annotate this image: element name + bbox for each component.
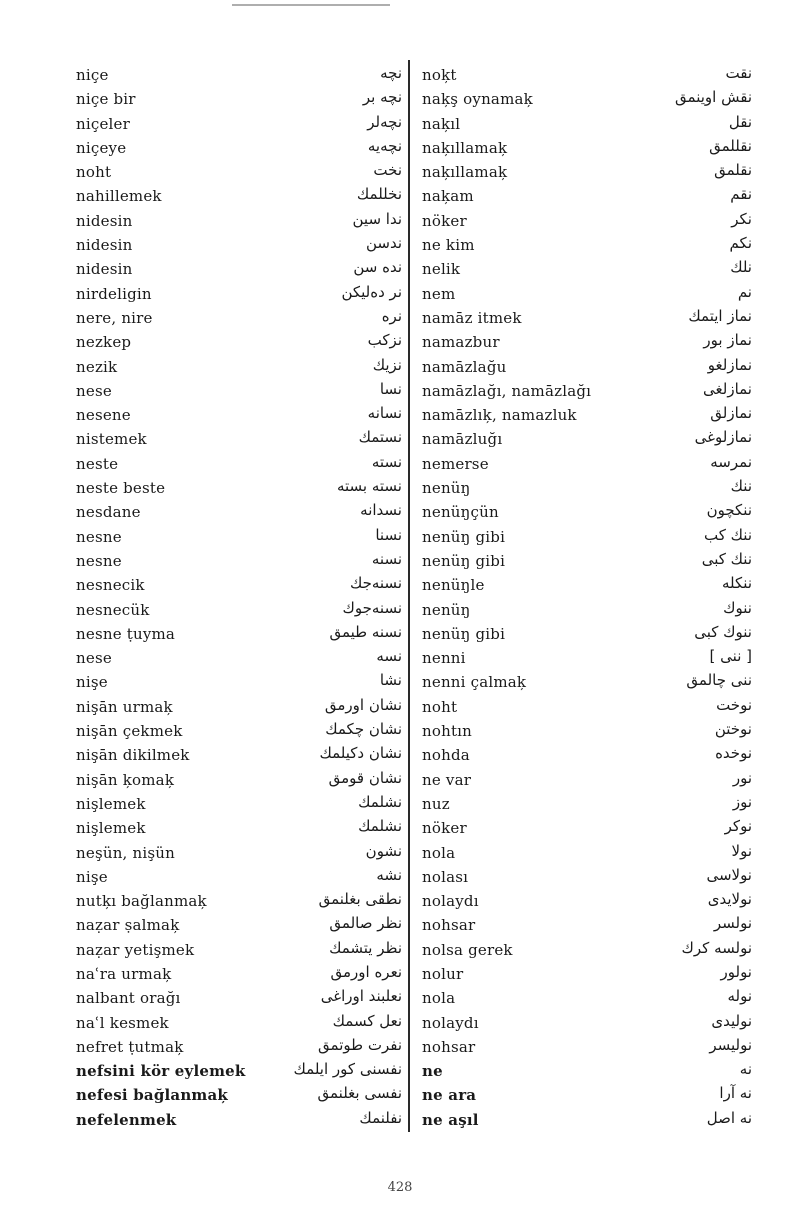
dictionary-entry xyxy=(422,550,752,574)
entry-transliteration: nenüŋ xyxy=(422,600,471,619)
entry-ottoman-script: نه xyxy=(739,1060,752,1079)
entry-transliteration: nuz xyxy=(422,794,450,813)
entry-transliteration: naẓar yetişmek xyxy=(76,940,195,959)
entry-transliteration: nesne xyxy=(76,527,122,546)
entry-transliteration: noht xyxy=(422,697,458,716)
dictionary-entry xyxy=(76,963,402,987)
entry-transliteration: niçeler xyxy=(76,114,130,133)
entry-ottoman-script: نمازلوغى xyxy=(694,428,752,447)
dictionary-entry xyxy=(422,1012,752,1036)
entry-transliteration: nidesin xyxy=(76,211,133,230)
entry-ottoman-script: نشلمك xyxy=(358,817,402,836)
dictionary-entry xyxy=(76,1060,402,1084)
entry-ottoman-script: نكم xyxy=(729,234,752,253)
entry-ottoman-script: نقش اوينمق xyxy=(675,88,752,107)
entry-ottoman-script: نسنا xyxy=(375,525,402,544)
entry-ottoman-script: نه اصل xyxy=(706,1108,752,1127)
dictionary-entry xyxy=(76,696,402,720)
dictionary-entry xyxy=(422,842,752,866)
dictionary-entry xyxy=(76,769,402,793)
entry-ottoman-script: نوله xyxy=(727,987,752,1006)
entry-transliteration: nişlemek xyxy=(76,794,146,813)
dictionary-entry xyxy=(422,113,752,137)
entry-ottoman-script: نفسى بغلنمق xyxy=(317,1084,402,1103)
entry-transliteration: nelik xyxy=(422,260,461,279)
entry-ottoman-script: ننكچون xyxy=(706,501,752,520)
dictionary-entry xyxy=(422,963,752,987)
entry-ottoman-script: ننك كبى xyxy=(701,549,752,568)
dictionary-entry xyxy=(76,720,402,744)
entry-ottoman-script: نزكب xyxy=(367,331,402,350)
dictionary-entry xyxy=(76,161,402,185)
entry-ottoman-script: نولور xyxy=(720,962,752,981)
dictionary-entry xyxy=(76,574,402,598)
entry-transliteration: naẓar ṣalmaķ xyxy=(76,916,180,935)
entry-ottoman-script: نچەیه xyxy=(367,136,402,155)
entry-transliteration: ne kim xyxy=(422,236,475,255)
dictionary-entry xyxy=(76,113,402,137)
dictionary-entry xyxy=(76,234,402,258)
dictionary-entry xyxy=(422,1109,752,1133)
entry-transliteration: naķam xyxy=(422,187,474,206)
dictionary-entry xyxy=(422,1060,752,1084)
entry-ottoman-script: نمازلغى xyxy=(703,379,752,398)
entry-transliteration: nişān urmaķ xyxy=(76,697,173,716)
entry-transliteration: nolası xyxy=(422,867,469,886)
entry-transliteration: nem xyxy=(422,284,456,303)
entry-ottoman-script: نمرسه xyxy=(710,452,752,471)
dictionary-entry xyxy=(76,550,402,574)
dictionary-entry xyxy=(76,1012,402,1036)
entry-transliteration: nefsini kör eylemek xyxy=(76,1062,246,1081)
entry-transliteration: nezkep xyxy=(76,333,132,352)
entry-transliteration: nenüŋ gibi xyxy=(422,551,506,570)
right-column xyxy=(422,64,752,1133)
dictionary-entry xyxy=(76,793,402,817)
dictionary-entry xyxy=(76,1109,402,1133)
entry-ottoman-script: نقم xyxy=(730,185,752,204)
entry-transliteration: nefret ṭutmaķ xyxy=(76,1037,184,1056)
entry-ottoman-script: نماز ايتمك xyxy=(688,306,752,325)
dictionary-entry xyxy=(76,331,402,355)
entry-ottoman-script: ندا سين xyxy=(352,209,402,228)
dictionary-entry xyxy=(76,623,402,647)
entry-transliteration: nişlemek xyxy=(76,819,146,838)
entry-transliteration: nenüŋle xyxy=(422,576,485,595)
entry-ottoman-script: نولاسى xyxy=(706,865,752,884)
entry-transliteration: neste xyxy=(76,454,119,473)
entry-transliteration: nutķı bağlanmaķ xyxy=(76,892,207,911)
entry-transliteration: ne xyxy=(422,1062,443,1081)
entry-ottoman-script: نقل xyxy=(728,112,752,131)
entry-ottoman-script: نلك xyxy=(730,258,752,277)
dictionary-entry xyxy=(76,258,402,282)
entry-transliteration: nenüŋ xyxy=(422,479,471,498)
entry-ottoman-script: نوز xyxy=(732,792,752,811)
entry-ottoman-script: نشلمك xyxy=(358,792,402,811)
dictionary-entry xyxy=(422,987,752,1011)
entry-ottoman-script: نده سن xyxy=(353,258,402,277)
entry-ottoman-script: نخت xyxy=(373,161,402,180)
dictionary-entry xyxy=(422,793,752,817)
entry-ottoman-script: نفلنمك xyxy=(359,1108,402,1127)
entry-ottoman-script: نوختن xyxy=(714,720,752,739)
entry-transliteration: nola xyxy=(422,989,456,1008)
entry-transliteration: nenüŋçün xyxy=(422,503,499,522)
dictionary-entry xyxy=(422,599,752,623)
entry-ottoman-script: نچه بر xyxy=(362,88,402,107)
entry-ottoman-script: نسته بسته xyxy=(336,477,402,496)
entry-transliteration: nese xyxy=(76,649,112,668)
top-rule xyxy=(232,4,390,6)
entry-ottoman-script: نشان قومق xyxy=(328,768,402,787)
entry-ottoman-script: نظر صالمق xyxy=(329,914,402,933)
entry-ottoman-script: نوخده xyxy=(715,744,752,763)
dictionary-entry xyxy=(76,453,402,477)
entry-ottoman-script: نظر يتشمك xyxy=(329,938,402,957)
entry-transliteration: nidesin xyxy=(76,260,133,279)
entry-ottoman-script: نستمك xyxy=(358,428,402,447)
dictionary-entry xyxy=(76,1084,402,1108)
dictionary-entry xyxy=(422,671,752,695)
dictionary-entry xyxy=(422,866,752,890)
entry-transliteration: nesnecik xyxy=(76,576,145,595)
dictionary-entry xyxy=(422,817,752,841)
dictionary-entry xyxy=(76,866,402,890)
dictionary-entry xyxy=(76,404,402,428)
dictionary-entry xyxy=(76,744,402,768)
dictionary-entry xyxy=(76,671,402,695)
entry-ottoman-script: نعلبند اوراغى xyxy=(320,987,402,1006)
dictionary-entry xyxy=(422,890,752,914)
entry-transliteration: neste beste xyxy=(76,479,166,498)
entry-transliteration: niçeye xyxy=(76,138,127,157)
entry-ottoman-script: ننك xyxy=(730,477,752,496)
dictionary-entry xyxy=(422,185,752,209)
dictionary-entry xyxy=(422,234,752,258)
entry-ottoman-script: نشون xyxy=(365,841,402,860)
entry-transliteration: nalbant orağı xyxy=(76,989,181,1008)
entry-ottoman-script: نمازلغو xyxy=(707,355,752,374)
dictionary-entry xyxy=(422,574,752,598)
entry-transliteration: nişe xyxy=(76,673,108,692)
entry-ottoman-script: نولسه كرك xyxy=(681,938,752,957)
dictionary-entry xyxy=(76,64,402,88)
entry-ottoman-script: نسا xyxy=(379,379,402,398)
dictionary-entry xyxy=(76,842,402,866)
entry-transliteration: nöker xyxy=(422,211,467,230)
entry-transliteration: ne aşıl xyxy=(422,1110,479,1129)
entry-transliteration: nesene xyxy=(76,406,131,425)
entry-transliteration: namazbur xyxy=(422,333,500,352)
entry-transliteration: noht xyxy=(76,163,112,182)
dictionary-entry xyxy=(76,890,402,914)
dictionary-entry xyxy=(422,258,752,282)
entry-transliteration: naķıllamaķ xyxy=(422,138,508,157)
entry-ottoman-script: ننى چالمق xyxy=(686,671,752,690)
entry-transliteration: nohtın xyxy=(422,722,473,741)
entry-transliteration: nolur xyxy=(422,964,464,983)
entry-ottoman-script: ننكله xyxy=(722,574,752,593)
dictionary-entry xyxy=(76,356,402,380)
dictionary-entry xyxy=(76,477,402,501)
dictionary-entry xyxy=(76,137,402,161)
entry-transliteration: nenni xyxy=(422,649,466,668)
entry-ottoman-script: نقت xyxy=(725,64,752,82)
entry-transliteration: nolsa gerek xyxy=(422,940,513,959)
dictionary-entry xyxy=(422,64,752,88)
entry-transliteration: nidesin xyxy=(76,236,133,255)
entry-ottoman-script: نماز بور xyxy=(703,331,752,350)
entry-ottoman-script: نطقى بغلنمق xyxy=(318,890,402,909)
entry-transliteration: nöker xyxy=(422,819,467,838)
entry-transliteration: niçe bir xyxy=(76,90,136,109)
entry-ottoman-script: نسانه xyxy=(367,404,402,423)
dictionary-entry xyxy=(76,599,402,623)
entry-ottoman-script: ننوك كبى xyxy=(694,622,752,641)
entry-ottoman-script: ننك كب xyxy=(704,525,752,544)
entry-ottoman-script: نقلمق xyxy=(714,161,752,180)
dictionary-entry xyxy=(76,185,402,209)
entry-ottoman-script: نشه xyxy=(376,865,402,884)
entry-ottoman-script: نسنه طيمق xyxy=(329,622,402,641)
entry-ottoman-script: نشان اورمق xyxy=(324,695,402,714)
dictionary-entry xyxy=(76,647,402,671)
entry-ottoman-script: نسه xyxy=(376,647,402,666)
dictionary-entry xyxy=(422,137,752,161)
entry-transliteration: niçe xyxy=(76,66,109,84)
dictionary-entry xyxy=(422,1036,752,1060)
dictionary-entry xyxy=(76,283,402,307)
dictionary-entry xyxy=(422,210,752,234)
entry-ottoman-script: نشان چكمك xyxy=(325,720,402,739)
dictionary-entry xyxy=(422,769,752,793)
entry-ottoman-script: نسدانه xyxy=(360,501,402,520)
entry-transliteration: naķıl xyxy=(422,114,461,133)
dictionary-entry xyxy=(422,501,752,525)
dictionary-entry xyxy=(422,623,752,647)
entry-transliteration: nola xyxy=(422,843,456,862)
page-number: 428 xyxy=(387,1180,413,1195)
entry-transliteration: nesne xyxy=(76,551,122,570)
entry-transliteration: naʿra urmaķ xyxy=(76,964,172,983)
entry-transliteration: naʿl kesmek xyxy=(76,1013,169,1032)
entry-transliteration: nesne ṭuyma xyxy=(76,624,176,643)
entry-ottoman-script: [ ننى ] xyxy=(709,647,752,666)
entry-transliteration: nişān dikilmek xyxy=(76,746,190,765)
entry-ottoman-script: نر دەليكن xyxy=(341,282,402,301)
entry-transliteration: nişān ķomaķ xyxy=(76,770,175,789)
dictionary-entry xyxy=(422,720,752,744)
entry-ottoman-script: نمازلق xyxy=(710,404,752,423)
entry-transliteration: nenüŋ gibi xyxy=(422,624,506,643)
entry-ottoman-script: نولايدى xyxy=(707,890,752,909)
entry-transliteration: nesnecük xyxy=(76,600,150,619)
dictionary-entry xyxy=(422,380,752,404)
entry-transliteration: nistemek xyxy=(76,430,147,449)
entry-transliteration: nirdeligin xyxy=(76,284,152,303)
entry-transliteration: nenüŋ gibi xyxy=(422,527,506,546)
entry-transliteration: nohsar xyxy=(422,916,476,935)
entry-ottoman-script: نوكر xyxy=(724,817,752,836)
entry-ottoman-script: نوليسر xyxy=(709,1035,752,1054)
entry-transliteration: ne var xyxy=(422,770,472,789)
dictionary-entry xyxy=(422,428,752,452)
dictionary-entry xyxy=(422,331,752,355)
entry-transliteration: nezik xyxy=(76,357,118,376)
entry-ottoman-script: نخللمك xyxy=(356,185,402,204)
dictionary-entry xyxy=(422,356,752,380)
dictionary-entry xyxy=(422,914,752,938)
dictionary-entry xyxy=(76,526,402,550)
dictionary-entry xyxy=(76,210,402,234)
dictionary-entry xyxy=(76,914,402,938)
entry-ottoman-script: نوليدى xyxy=(711,1011,752,1030)
entry-ottoman-script: نعره اورمق xyxy=(330,962,402,981)
dictionary-entry xyxy=(422,477,752,501)
entry-ottoman-script: نفسنى كور ايلمك xyxy=(293,1060,402,1079)
dictionary-entry xyxy=(422,744,752,768)
dictionary-entry xyxy=(422,404,752,428)
dictionary-entry xyxy=(422,283,752,307)
entry-transliteration: nahillemek xyxy=(76,187,162,206)
entry-transliteration: namāzlıķ, namazluk xyxy=(422,406,577,425)
entry-transliteration: nenni çalmaķ xyxy=(422,673,527,692)
entry-ottoman-script: نوخت xyxy=(716,695,752,714)
dictionary-entry xyxy=(76,939,402,963)
entry-ottoman-script: نسته xyxy=(371,452,402,471)
entry-transliteration: nese xyxy=(76,381,112,400)
entry-transliteration: nolaydı xyxy=(422,1013,479,1032)
entry-ottoman-script: نقللمق xyxy=(709,136,752,155)
column-divider xyxy=(408,60,410,1132)
dictionary-entry xyxy=(422,453,752,477)
dictionary-entry xyxy=(76,380,402,404)
dictionary-entry xyxy=(422,1084,752,1108)
entry-transliteration: nemerse xyxy=(422,454,489,473)
entry-transliteration: nere, nire xyxy=(76,308,153,327)
dictionary-entry xyxy=(76,1036,402,1060)
dictionary-entry xyxy=(76,501,402,525)
entry-ottoman-script: نشان دكيلمك xyxy=(319,744,402,763)
dictionary-entry xyxy=(76,307,402,331)
entry-ottoman-script: نره xyxy=(381,306,402,325)
entry-transliteration: ne ara xyxy=(422,1086,477,1105)
entry-ottoman-script: نه آرا xyxy=(719,1084,752,1103)
dictionary-entry xyxy=(76,817,402,841)
entry-ottoman-script: نعل كسمك xyxy=(332,1011,402,1030)
entry-transliteration: nohsar xyxy=(422,1037,476,1056)
entry-ottoman-script: نكر xyxy=(731,209,752,228)
entry-ottoman-script: نسنەجك xyxy=(349,574,402,593)
entry-transliteration: noķt xyxy=(422,66,457,84)
dictionary-entry xyxy=(422,696,752,720)
left-column xyxy=(76,64,402,1133)
entry-ottoman-script: نسنەجوك xyxy=(342,598,402,617)
entry-ottoman-script: نچەلر xyxy=(367,112,402,131)
entry-ottoman-script: نولا xyxy=(731,841,752,860)
entry-ottoman-script: نسنه xyxy=(371,549,402,568)
entry-transliteration: namāzluğı xyxy=(422,430,503,449)
entry-transliteration: nişe xyxy=(76,867,108,886)
entry-transliteration: namāzlağu xyxy=(422,357,507,376)
dictionary-entry xyxy=(422,647,752,671)
entry-ottoman-script: نور xyxy=(732,768,752,787)
dictionary-entry xyxy=(76,987,402,1011)
entry-ottoman-script: نزيك xyxy=(372,355,402,374)
dictionary-entry xyxy=(422,939,752,963)
dictionary-entry xyxy=(422,307,752,331)
entry-ottoman-script: نم xyxy=(737,282,752,301)
dictionary-entry xyxy=(422,526,752,550)
entry-ottoman-script: نشا xyxy=(379,671,402,690)
entry-transliteration: naķıllamaķ xyxy=(422,163,508,182)
entry-ottoman-script: ندسن xyxy=(365,234,402,253)
entry-transliteration: neşün, nişün xyxy=(76,843,175,862)
entry-transliteration: nişān çekmek xyxy=(76,722,183,741)
entry-transliteration: nolaydı xyxy=(422,892,479,911)
entry-ottoman-script: نچه xyxy=(380,64,402,82)
dictionary-entry xyxy=(422,161,752,185)
entry-transliteration: nesdane xyxy=(76,503,141,522)
entry-transliteration: nefelenmek xyxy=(76,1110,177,1129)
dictionary-entry xyxy=(422,88,752,112)
dictionary-entry xyxy=(76,428,402,452)
entry-transliteration: nohda xyxy=(422,746,470,765)
dictionary-entry xyxy=(76,88,402,112)
entry-transliteration: namāz itmek xyxy=(422,308,522,327)
entry-transliteration: namāzlağı, namāzlağı xyxy=(422,381,592,400)
entry-transliteration: naķş oynamaķ xyxy=(422,90,533,109)
entry-ottoman-script: ننوك xyxy=(723,598,752,617)
entry-ottoman-script: نولسر xyxy=(713,914,752,933)
entry-transliteration: nefesi bağlanmaķ xyxy=(76,1086,229,1105)
entry-ottoman-script: نفرت طوتمق xyxy=(318,1035,402,1054)
